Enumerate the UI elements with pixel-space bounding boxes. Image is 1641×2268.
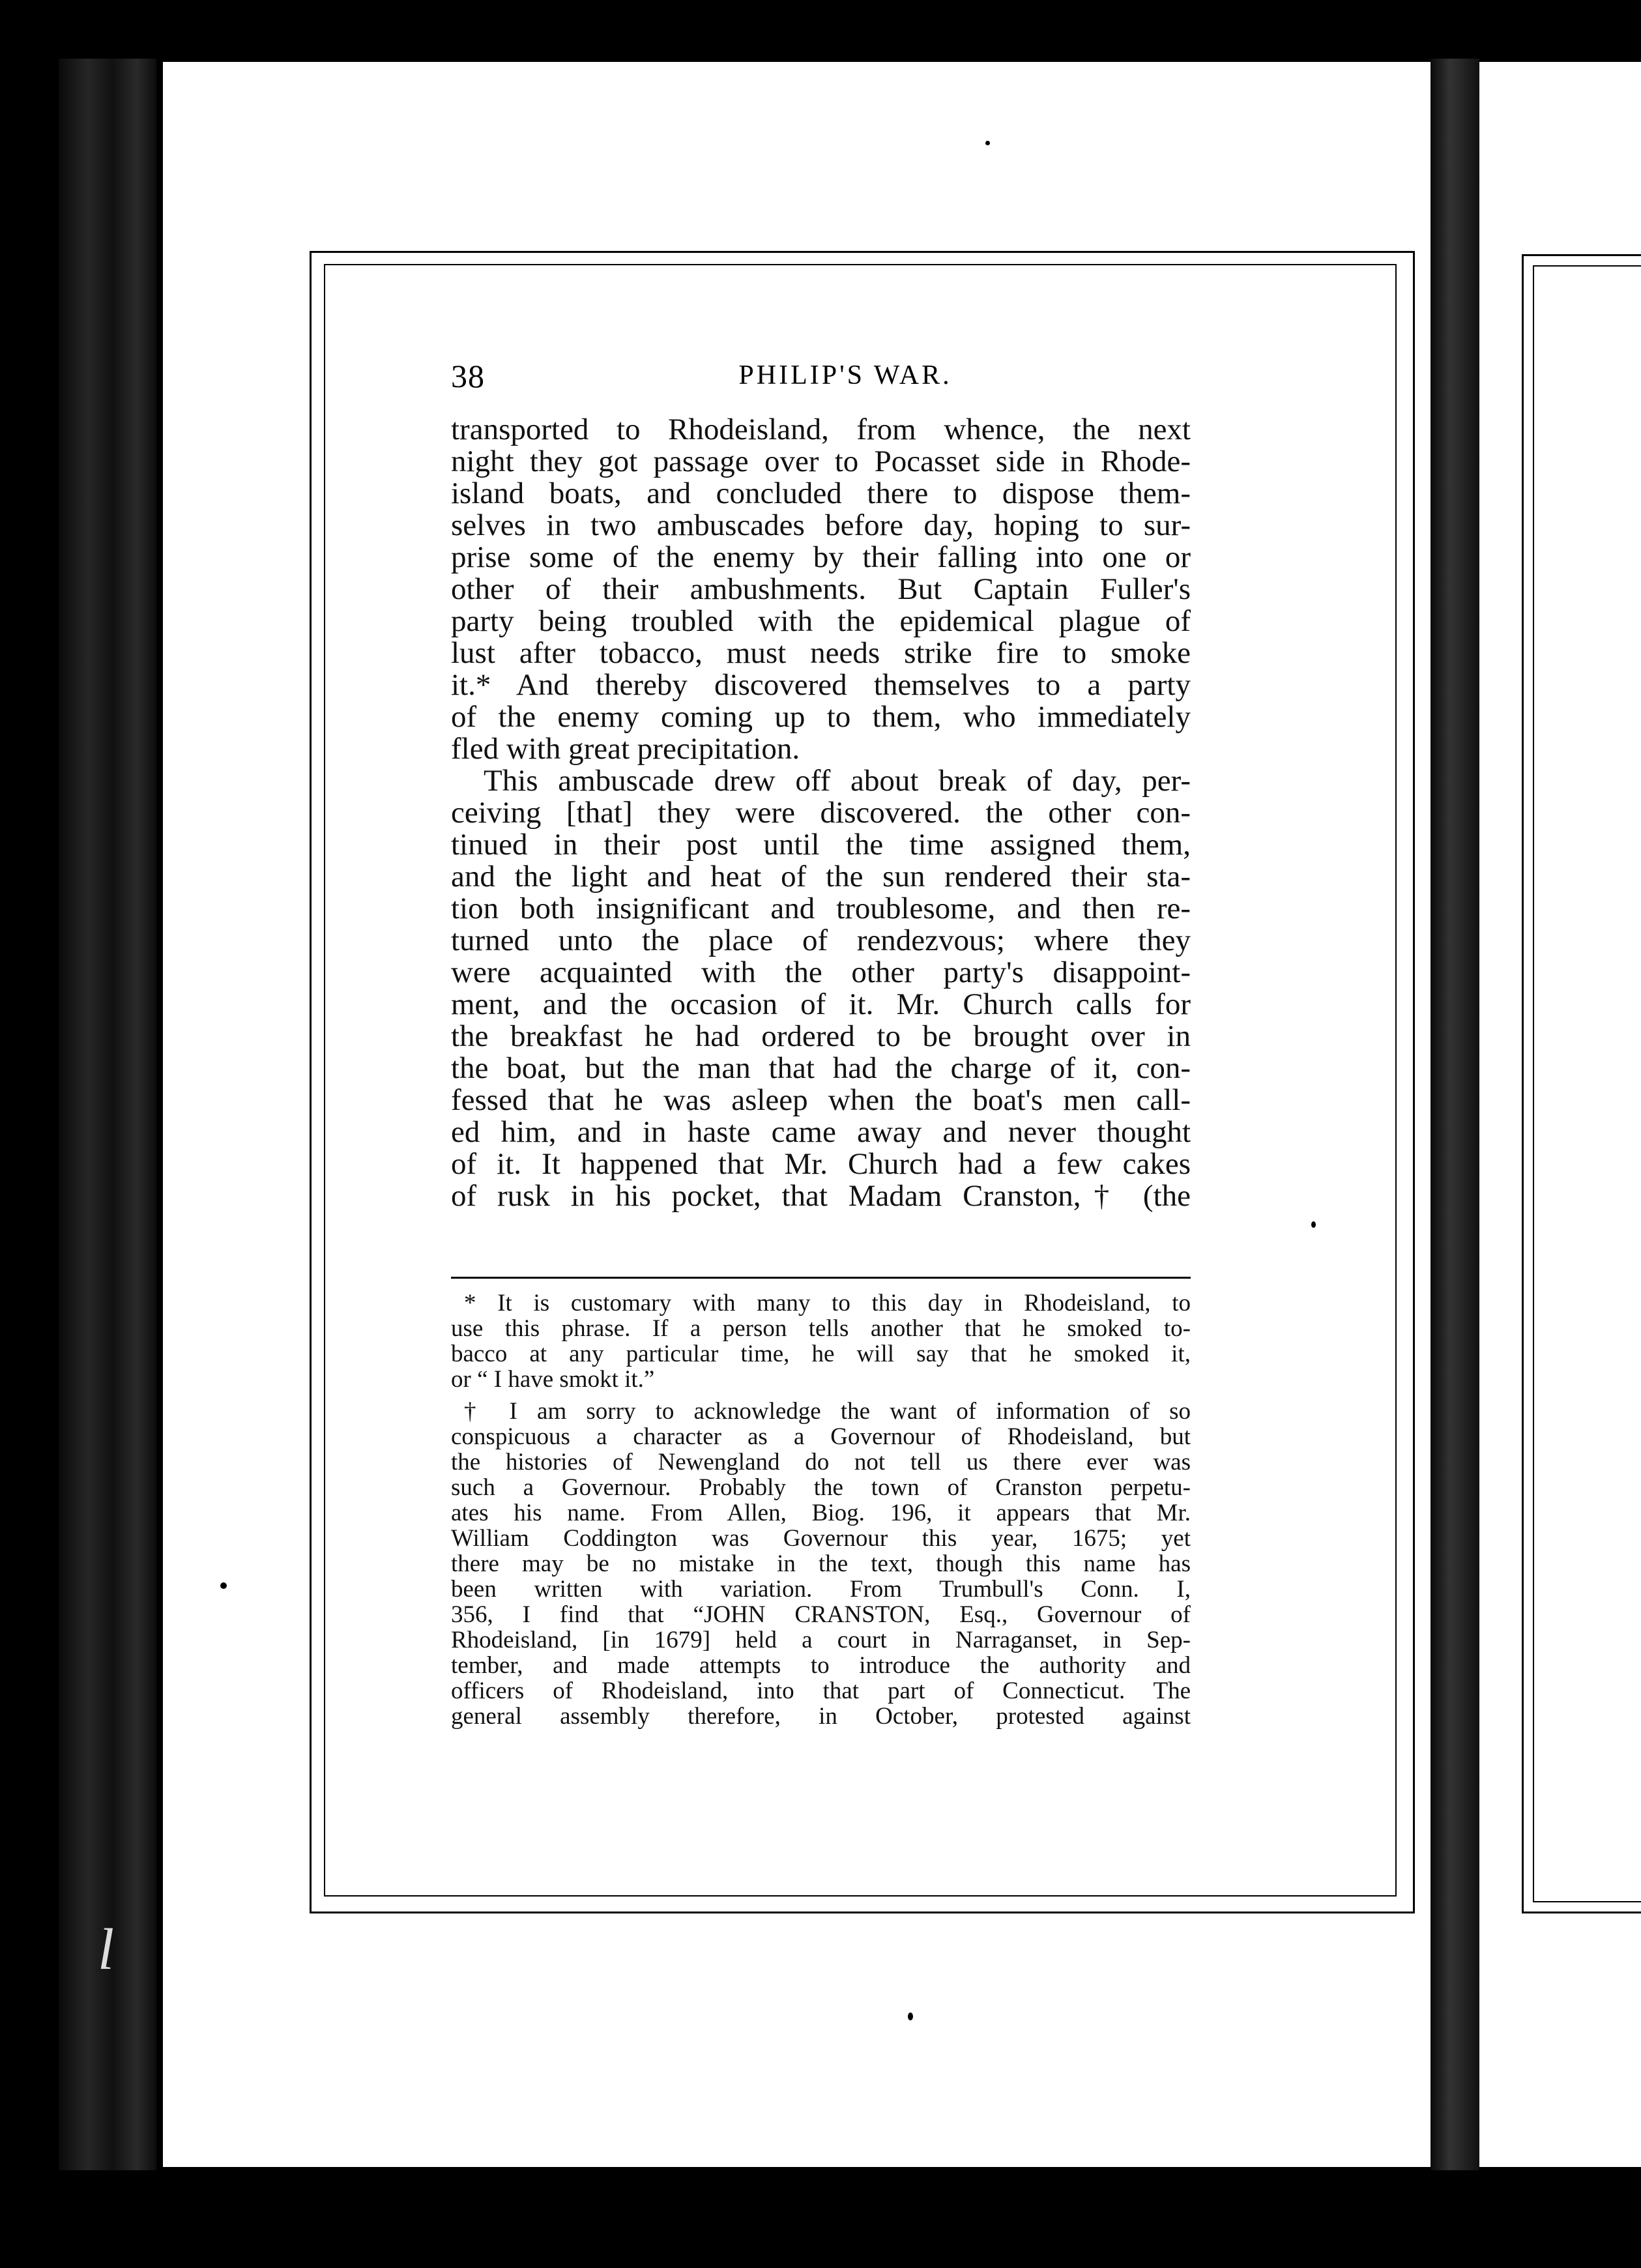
footnote-line: there may be no mistake in the text, though this name has [451,1550,1191,1577]
footnote-line: bacco at any particular time, he will say that he smoked it, [451,1341,1191,1367]
text-line: prise some of the enemy by their falling into one or [451,540,1191,574]
footnote-line: 356, I find that “JOHN CRANSTON, Esq., Governour of [451,1601,1191,1628]
footnote-line: ates his name. From Allen, Biog. 196, it appears that Mr. [451,1500,1191,1526]
text-line: of the enemy coming up to them, who immediately [451,700,1191,734]
text-line: ed him, and in haste came away and never thought [451,1115,1191,1149]
footnote-line: been written with variation. From Trumbull's Conn. I, [451,1576,1191,1603]
footnotes [451,1290,1191,1736]
margin-handwritten-mark: l [98,1917,115,1982]
text-line: the boat, but the man that had the charge of it, con- [451,1051,1191,1085]
text-line: turned unto the place of rendezvous; where they [451,923,1191,957]
footnote-line: Rhodeisland, [in 1679] held a court in Narraganset, in Sep- [451,1627,1191,1653]
text-line: were acquainted with the other party's disappoint- [451,955,1191,989]
footnote-line: such a Governour. Probably the town of Cranston perpetu- [451,1474,1191,1501]
book-binding-left [59,59,156,2170]
text-line: of rusk in his pocket, that Madam Cranston,† (the [451,1179,1191,1213]
footnote-line: William Coddington was Governour this year, 1675; yet [451,1525,1191,1552]
text-line: it.* And thereby discovered themselves to a party [451,668,1191,702]
ink-speck [1311,1221,1316,1228]
main-text [451,414,1191,1212]
text-line: and the light and heat of the sun rendered their sta- [451,860,1191,894]
text-line: fled with great precipitation. [451,732,800,766]
text-line: ceiving [that] they were discovered. the other con- [451,796,1191,830]
footnote-line: tember, and made attempts to introduce the authority and [451,1652,1191,1679]
running-head [451,357,1200,396]
text-line: party being troubled with the epidemical plague of [451,604,1191,638]
footnote-line: general assembly therefore, in October, protested against [451,1703,1191,1730]
text-line: island boats, and concluded there to dispose them- [451,476,1191,510]
text-line: other of their ambushments. But Captain Fuller's [451,572,1191,606]
book-gutter-right [1430,59,1479,2170]
footnote-line: or “ I have smokt it.” [451,1366,655,1393]
text-line: night they got passage over to Pocasset side in Rhode- [451,444,1191,478]
text-line: tion both insignificant and troublesome, and then re- [451,892,1191,925]
footnote-line: the histories of Newengland do not tell us there ever was [451,1449,1191,1476]
text-line: of it. It happened that Mr. Church had a few cakes [451,1147,1191,1181]
text-line: ment, and the occasion of it. Mr. Church calls for [451,987,1191,1021]
facing-page-border [1522,254,1641,1913]
footnote-rule [451,1277,1191,1279]
text-line: fessed that he was asleep when the boat's men call- [451,1083,1191,1117]
text-line: selves in two ambuscades before day, hoping to sur- [451,508,1191,542]
footnote [451,1290,1191,1392]
ink-speck [908,2013,913,2020]
text-line: This ambuscade drew off about break of day, per- [484,764,1191,798]
footnote-line: † I am sorry to acknowledge the want of information of so [464,1398,1191,1425]
ink-speck [220,1582,227,1589]
page-number: 38 [451,358,485,394]
text-line: transported to Rhodeisland, from whence, the next [451,413,1191,446]
footnote [451,1399,1191,1729]
footnote-line: officers of Rhodeisland, into that part of Connecticut. The [451,1678,1191,1704]
ink-speck [26,626,34,630]
footnote-line: * It is customary with many to this day in Rhodeisland, to [464,1290,1191,1316]
text-line: the breakfast he had ordered to be brought over in [451,1019,1191,1053]
ink-speck [985,141,990,145]
text-line: tinued in their post until the time assigned them, [451,828,1191,862]
text-line: lust after tobacco, must needs strike fire to smoke [451,636,1191,670]
footnote-line: use this phrase. If a person tells another that he smoked to- [451,1315,1191,1342]
running-title: PHILIP'S WAR. [738,360,952,390]
footnote-line: conspicuous a character as a Governour of Rhodeisland, but [451,1423,1191,1450]
